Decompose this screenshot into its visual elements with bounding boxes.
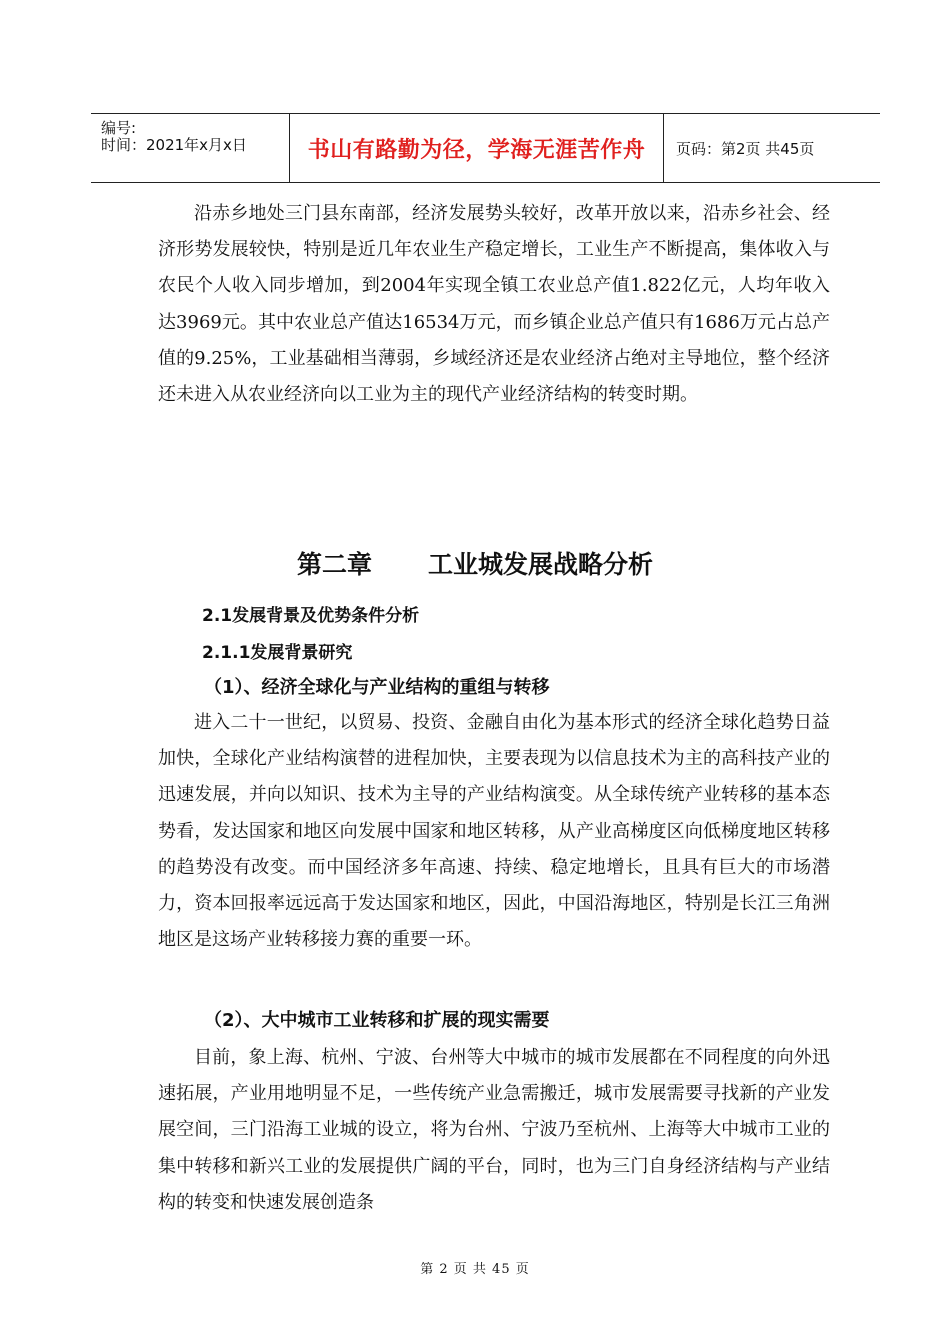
time-label: 时间：2021年x月x日 bbox=[101, 136, 247, 154]
section-heading-2-1-1: 2.1.1发展背景研究 bbox=[202, 643, 353, 663]
header-page-info bbox=[664, 114, 880, 182]
page-header bbox=[91, 113, 880, 183]
chapter-title bbox=[0, 545, 950, 585]
motto: 书山有路勤为径，学海无涯苦作舟 bbox=[307, 137, 646, 163]
header-meta bbox=[91, 114, 290, 182]
subheading-globalization: （1）、经济全球化与产业结构的重组与转移 bbox=[204, 677, 550, 698]
chapter-name: 工业城发展战略分析 bbox=[428, 550, 654, 579]
page-footer: 第 2 页 共 45 页 bbox=[420, 1262, 530, 1277]
section-heading-2-1: 2.1发展背景及优势条件分析 bbox=[202, 606, 420, 626]
globalization-paragraph: 进入二十一世纪，以贸易、投资、金融自由化为基本形式的经济全球化趋势日益加快，全球化产业结构演替的进程加快，主要表现为以信息技术为主的高科技产业的迅速发展，并向以知识、技术为主导的产业结构演变。从全球传统产业转移的基本态势看，发达国家和地区向发展中国家和地区转移，从产业高梯度区向低梯度地区转移的趋势没有改变。而中国经济多年高速、持续、稳定地增长，且具有巨大的市场潜力，资本回报率远远高于发达国家和地区，因此，中国沿海地区，特别是长江三角洲地区是这场产业转移接力赛的重要一环。 bbox=[158, 712, 830, 951]
header-motto-cell bbox=[290, 114, 664, 182]
city-needs-paragraph: 目前，象上海、杭州、宁波、台州等大中城市的城市发展都在不同程度的向外迅速拓展，产业用地明显不足，一些传统产业急需搬迁，城市发展需要寻找新的产业发展空间，三门沿海工业城的设立，将为台州、宁波乃至杭州、上海等大中城市工业的集中转移和新兴工业的发展提供广阔的平台，同时，也为三门自身经济结构与产业结构的转变和快速发展创造条 bbox=[158, 1047, 830, 1213]
number-label: 编号: bbox=[101, 119, 137, 137]
intro-paragraph: 沿赤乡地处三门县东南部，经济发展势头较好，改革开放以来，沿赤乡社会、经济形势发展较快，特别是近几年农业生产稳定增长，工业生产不断提高，集体收入与农民个人收入同步增加，到2004年实现全镇工农业总产值1.822亿元，人均年收入达3969元。其中农业总产值达16534万元，而乡镇企业总产值只有1686万元占总产值的9.25%，工业基础相当薄弱，乡域经济还是农业经济占绝对主导地位，整个经济还未进入从农业经济向以工业为主的现代产业经济结构的转变时期。 bbox=[158, 203, 830, 406]
page-info: 页码：第2页 共45页 bbox=[676, 139, 815, 158]
subheading-city-needs: （2）、大中城市工业转移和扩展的现实需要 bbox=[204, 1010, 550, 1031]
chapter-number: 第二章 bbox=[296, 550, 372, 579]
